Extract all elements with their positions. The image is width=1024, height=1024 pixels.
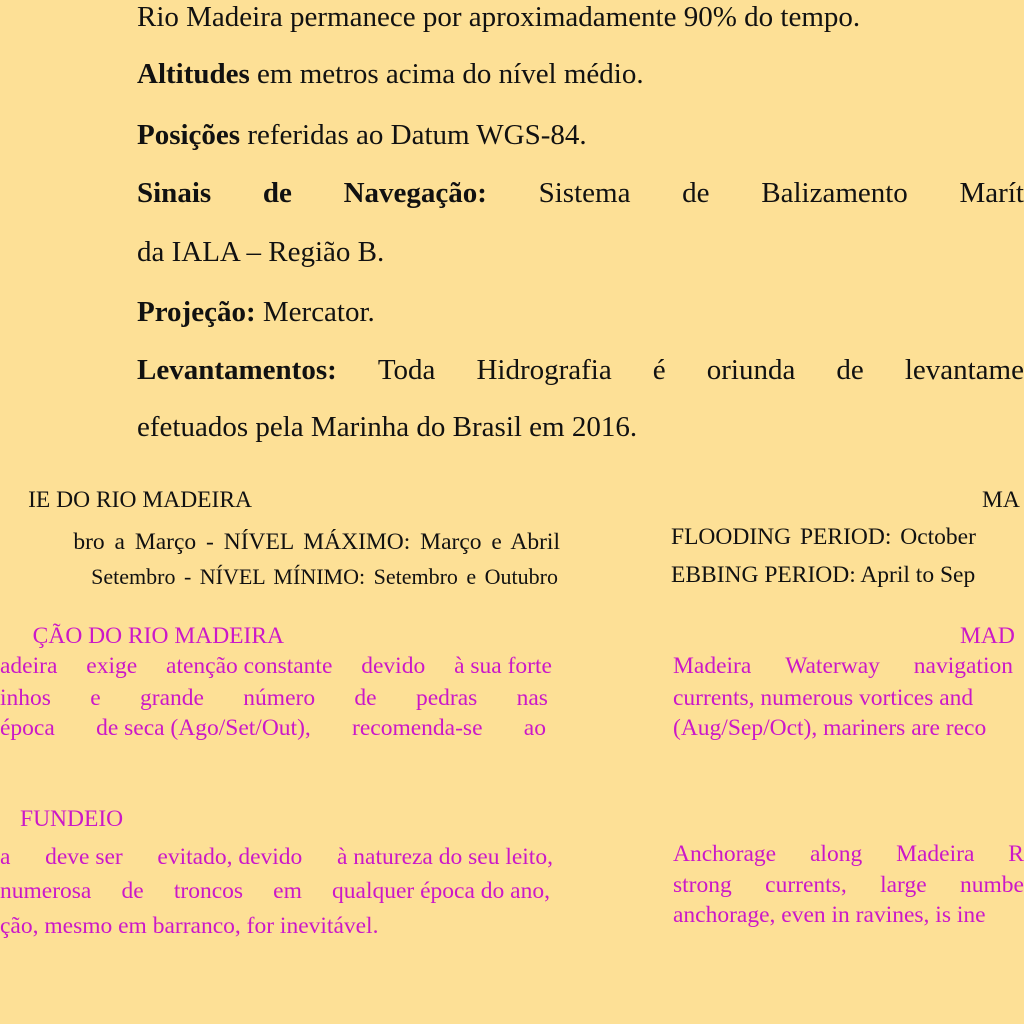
navigation-en-line2: currents, numerous vortices and [673,685,974,711]
signals-word: de [682,177,710,209]
navigation-pt-word: adeira [0,653,58,679]
navigation-pt-line1 [0,652,552,680]
surveys-word: Toda [377,354,436,386]
navigation-pt-word: de seca (Ago/Set/Out), [96,715,311,741]
anchorage-pt-heading: FUNDEIO [20,806,124,832]
regime-pt-heading [0,486,252,514]
signals-word: Navegação: [343,177,487,209]
regime-pt-line1 [0,528,560,556]
anchorage-pt-word: qualquer época do ano, [332,878,550,904]
signals-word: Marít [959,177,1024,209]
anchorage-pt-word: evitado, devido [157,844,303,870]
navigation-pt-word: atenção constante [166,653,333,679]
anchorage-en-line1 [673,840,1024,868]
anchorage-pt-line3: ção, mesmo em barranco, for inevitável. [0,913,379,939]
anchorage-pt-word: deve ser [45,844,123,870]
anchorage-en-word: R [1008,841,1024,867]
note-surveys-line2: efetuados pela Marinha do Brasil em 2016. [137,411,638,443]
navigation-en-word: Madeira [673,653,752,679]
surveys-word: de [836,354,864,386]
projection-label: Projeção: [137,296,256,328]
navigation-pt-word: época [0,715,55,741]
regime-en-line1: FLOODING PERIOD: October [671,524,976,550]
navigation-pt-word: grande [140,685,204,711]
note-altitudes [137,57,644,91]
navigation-pt-word: número [243,685,316,711]
navigation-pt-word: à sua forte [454,653,552,679]
anchorage-en-word: Anchorage [673,841,777,867]
anchorage-pt-word: em [273,878,302,904]
regime-pt-heading-text: IE DO RIO MADEIRA [28,487,252,513]
navigation-pt-word: e [90,685,101,711]
navigation-pt-line3 [0,714,546,742]
navigation-pt-word: inhos [0,685,51,711]
anchorage-pt-word: a [0,844,11,870]
anchorage-en-word: numbe [960,872,1024,898]
note-surveys [137,353,1024,387]
navigation-en-word: navigation [913,653,1013,679]
signals-word: Sinais [137,177,212,209]
navigation-pt-word: ao [523,715,546,741]
note-positions [137,118,587,152]
altitudes-label: Altitudes [137,58,250,90]
surveys-word: Hidrografia [476,354,612,386]
anchorage-en-word: along [809,841,863,867]
note-navigation-signals-line2: da IALA – Região B. [137,236,385,268]
anchorage-pt-word: à natureza do seu leito, [336,844,553,870]
anchorage-en-word: large [880,872,927,898]
projection-text: Mercator. [255,296,375,328]
navigation-en-heading: MAD [960,623,1015,649]
regime-en-line2: EBBING PERIOD: April to Sep [671,562,976,588]
note-navigation-signals [137,176,1024,210]
positions-label: Posições [137,119,241,151]
regime-en-heading: MA [982,487,1020,513]
anchorage-pt-word: troncos [173,878,244,904]
navigation-en-word: Waterway [785,653,880,679]
surveys-word: Levantamentos: [137,354,337,386]
navigation-pt-word: nas [516,685,548,711]
altitudes-text: em metros acima do nível médio. [249,58,644,90]
anchorage-en-word: Madeira [896,841,975,867]
positions-text: referidas ao Datum WGS-84. [240,119,587,151]
navigation-en-line1 [673,652,1013,680]
navigation-pt-heading [0,622,284,650]
surveys-word: levantame [904,354,1024,386]
anchorage-pt-line2 [0,877,550,905]
note-river-level: Rio Madeira permanece por aproximadamente 90% do tempo. [137,1,861,33]
note-projection [137,295,375,329]
regime-pt-line1-text: bro a Março - NÍVEL MÁXIMO: Março e Abril [73,529,560,555]
signals-word: Sistema [538,177,631,209]
navigation-pt-word: devido [361,653,426,679]
regime-pt-line2-text: Setembro - NÍVEL MÍNIMO: Setembro e Outubro [91,564,558,589]
navigation-pt-word: exige [86,653,138,679]
anchorage-en-line2 [673,871,1024,899]
signals-word: Balizamento [761,177,908,209]
regime-pt-line2 [0,563,558,591]
surveys-word: oriunda [706,354,796,386]
anchorage-en-line3: anchorage, even in ravines, is ine [673,902,986,928]
anchorage-pt-line1 [0,843,553,871]
navigation-pt-heading-text: ÇÃO DO RIO MADEIRA [32,623,284,649]
navigation-pt-line2 [0,684,548,712]
anchorage-en-word: currents, [765,872,847,898]
surveys-word: é [652,354,666,386]
anchorage-pt-word: de [121,878,144,904]
navigation-en-line3: (Aug/Sep/Oct), mariners are reco [673,715,987,741]
signals-word: de [262,177,292,209]
navigation-pt-word: pedras [415,685,478,711]
anchorage-en-word: strong [673,872,732,898]
anchorage-pt-word: numerosa [0,878,92,904]
navigation-pt-word: de [354,685,377,711]
navigation-pt-word: recomenda-se [352,715,483,741]
